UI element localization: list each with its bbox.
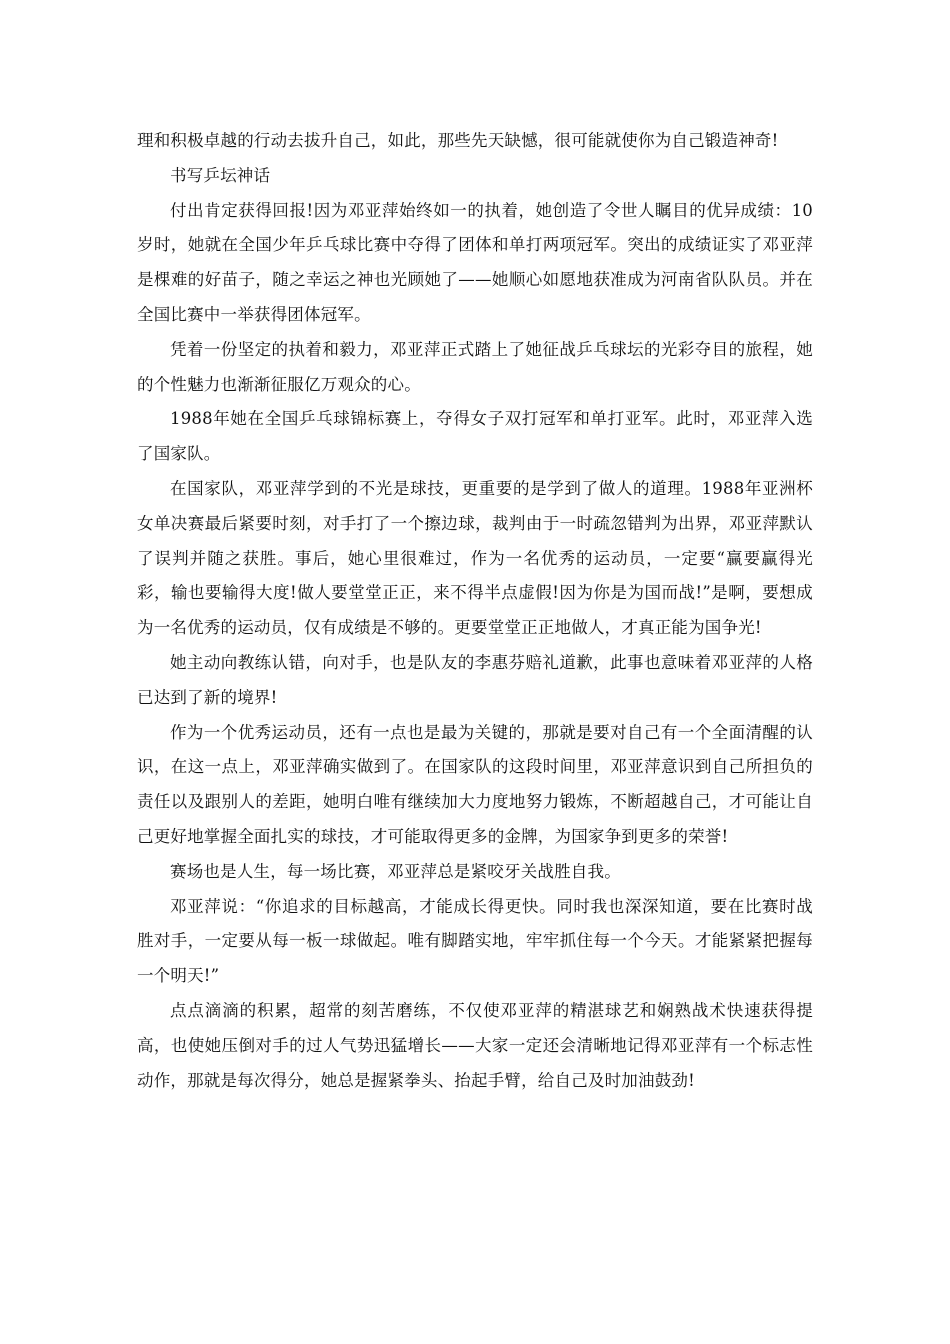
paragraph: 点点滴滴的积累，超常的刻苦磨练，不仅使邓亚萍的精湛球艺和娴熟战术快速获得提高，也使她压倒对手的过人气势迅猛增长——大家一定还会清晰地记得邓亚萍有一个标志性动作，那就是每次得分，她总是握紧拳头、抬起手臂，给自己及时加油鼓劲! — [137, 1000, 813, 1090]
paragraph: 赛场也是人生，每一场比赛，邓亚萍总是紧咬牙关战胜自我。 — [170, 861, 621, 881]
paragraph: 邓亚萍说：“你追求的目标越高，才能成长得更快。同时我也深深知道，要在比赛时战胜对手，一定要从每一板一球做起。唯有脚踏实地，牢牢抓住每一个今天。才能紧紧把握每一个明天!” — [137, 896, 813, 986]
paragraph: 1988年她在全国乒乓球锦标赛上，夺得女子双打冠军和单打亚军。此时，邓亚萍入选了国家队。 — [137, 409, 813, 464]
paragraph: 作为一个优秀运动员，还有一点也是最为关键的，那就是要对自己有一个全面清醒的认识，在这一点上，邓亚萍确实做到了。在国家队的这段时间里，邓亚萍意识到自己所担负的责任以及跟别人的差距，她明白唯有继续加大力度地努力锻炼，不断超越自己，才可能让自己更好地掌握全面扎实的球技，才可能取得更多的金牌，为国家争到更多的荣誉! — [137, 722, 813, 846]
paragraph: 凭着一份坚定的执着和毅力，邓亚萍正式踏上了她征战乒乓球坛的光彩夺目的旅程，她的个性魅力也渐渐征服亿万观众的心。 — [137, 339, 813, 394]
paragraph-continuation: 理和积极卓越的行动去拔升自己，如此，那些先天缺憾，很可能就使你为自己锻造神奇! — [137, 131, 779, 150]
document-page — [137, 124, 813, 1098]
section-heading: 书写乒坛神话 — [170, 165, 271, 185]
paragraph: 她主动向教练认错，向对手，也是队友的李惠芬赔礼道歉，此事也意味着邓亚萍的人格已达到了新的境界! — [137, 652, 813, 707]
paragraph: 付出肯定获得回报!因为邓亚萍始终如一的执着，她创造了令世人瞩目的优异成绩：10岁时，她就在全国少年乒乓球比赛中夺得了团体和单打两项冠军。突出的成绩证实了邓亚萍是棵难的好苗子，随之幸运之神也光顾她了——她顺心如愿地获准成为河南省队队员。并在全国比赛中一举获得团体冠军。 — [137, 200, 813, 324]
paragraph: 在国家队，邓亚萍学到的不光是球技，更重要的是学到了做人的道理。1988年亚洲杯女单决赛最后紧要时刻，对手打了一个擦边球，裁判由于一时疏忽错判为出界，邓亚萍默认了误判并随之获胜。事后，她心里很难过，作为一名优秀的运动员，一定要“赢要赢得光彩，输也要输得大度!做人要堂堂正正，来不得半点虚假!因为你是为国而战!”是啊，要想成为一名优秀的运动员，仅有成绩是不够的。更要堂堂正正地做人，才真正能为国争光! — [137, 478, 813, 638]
